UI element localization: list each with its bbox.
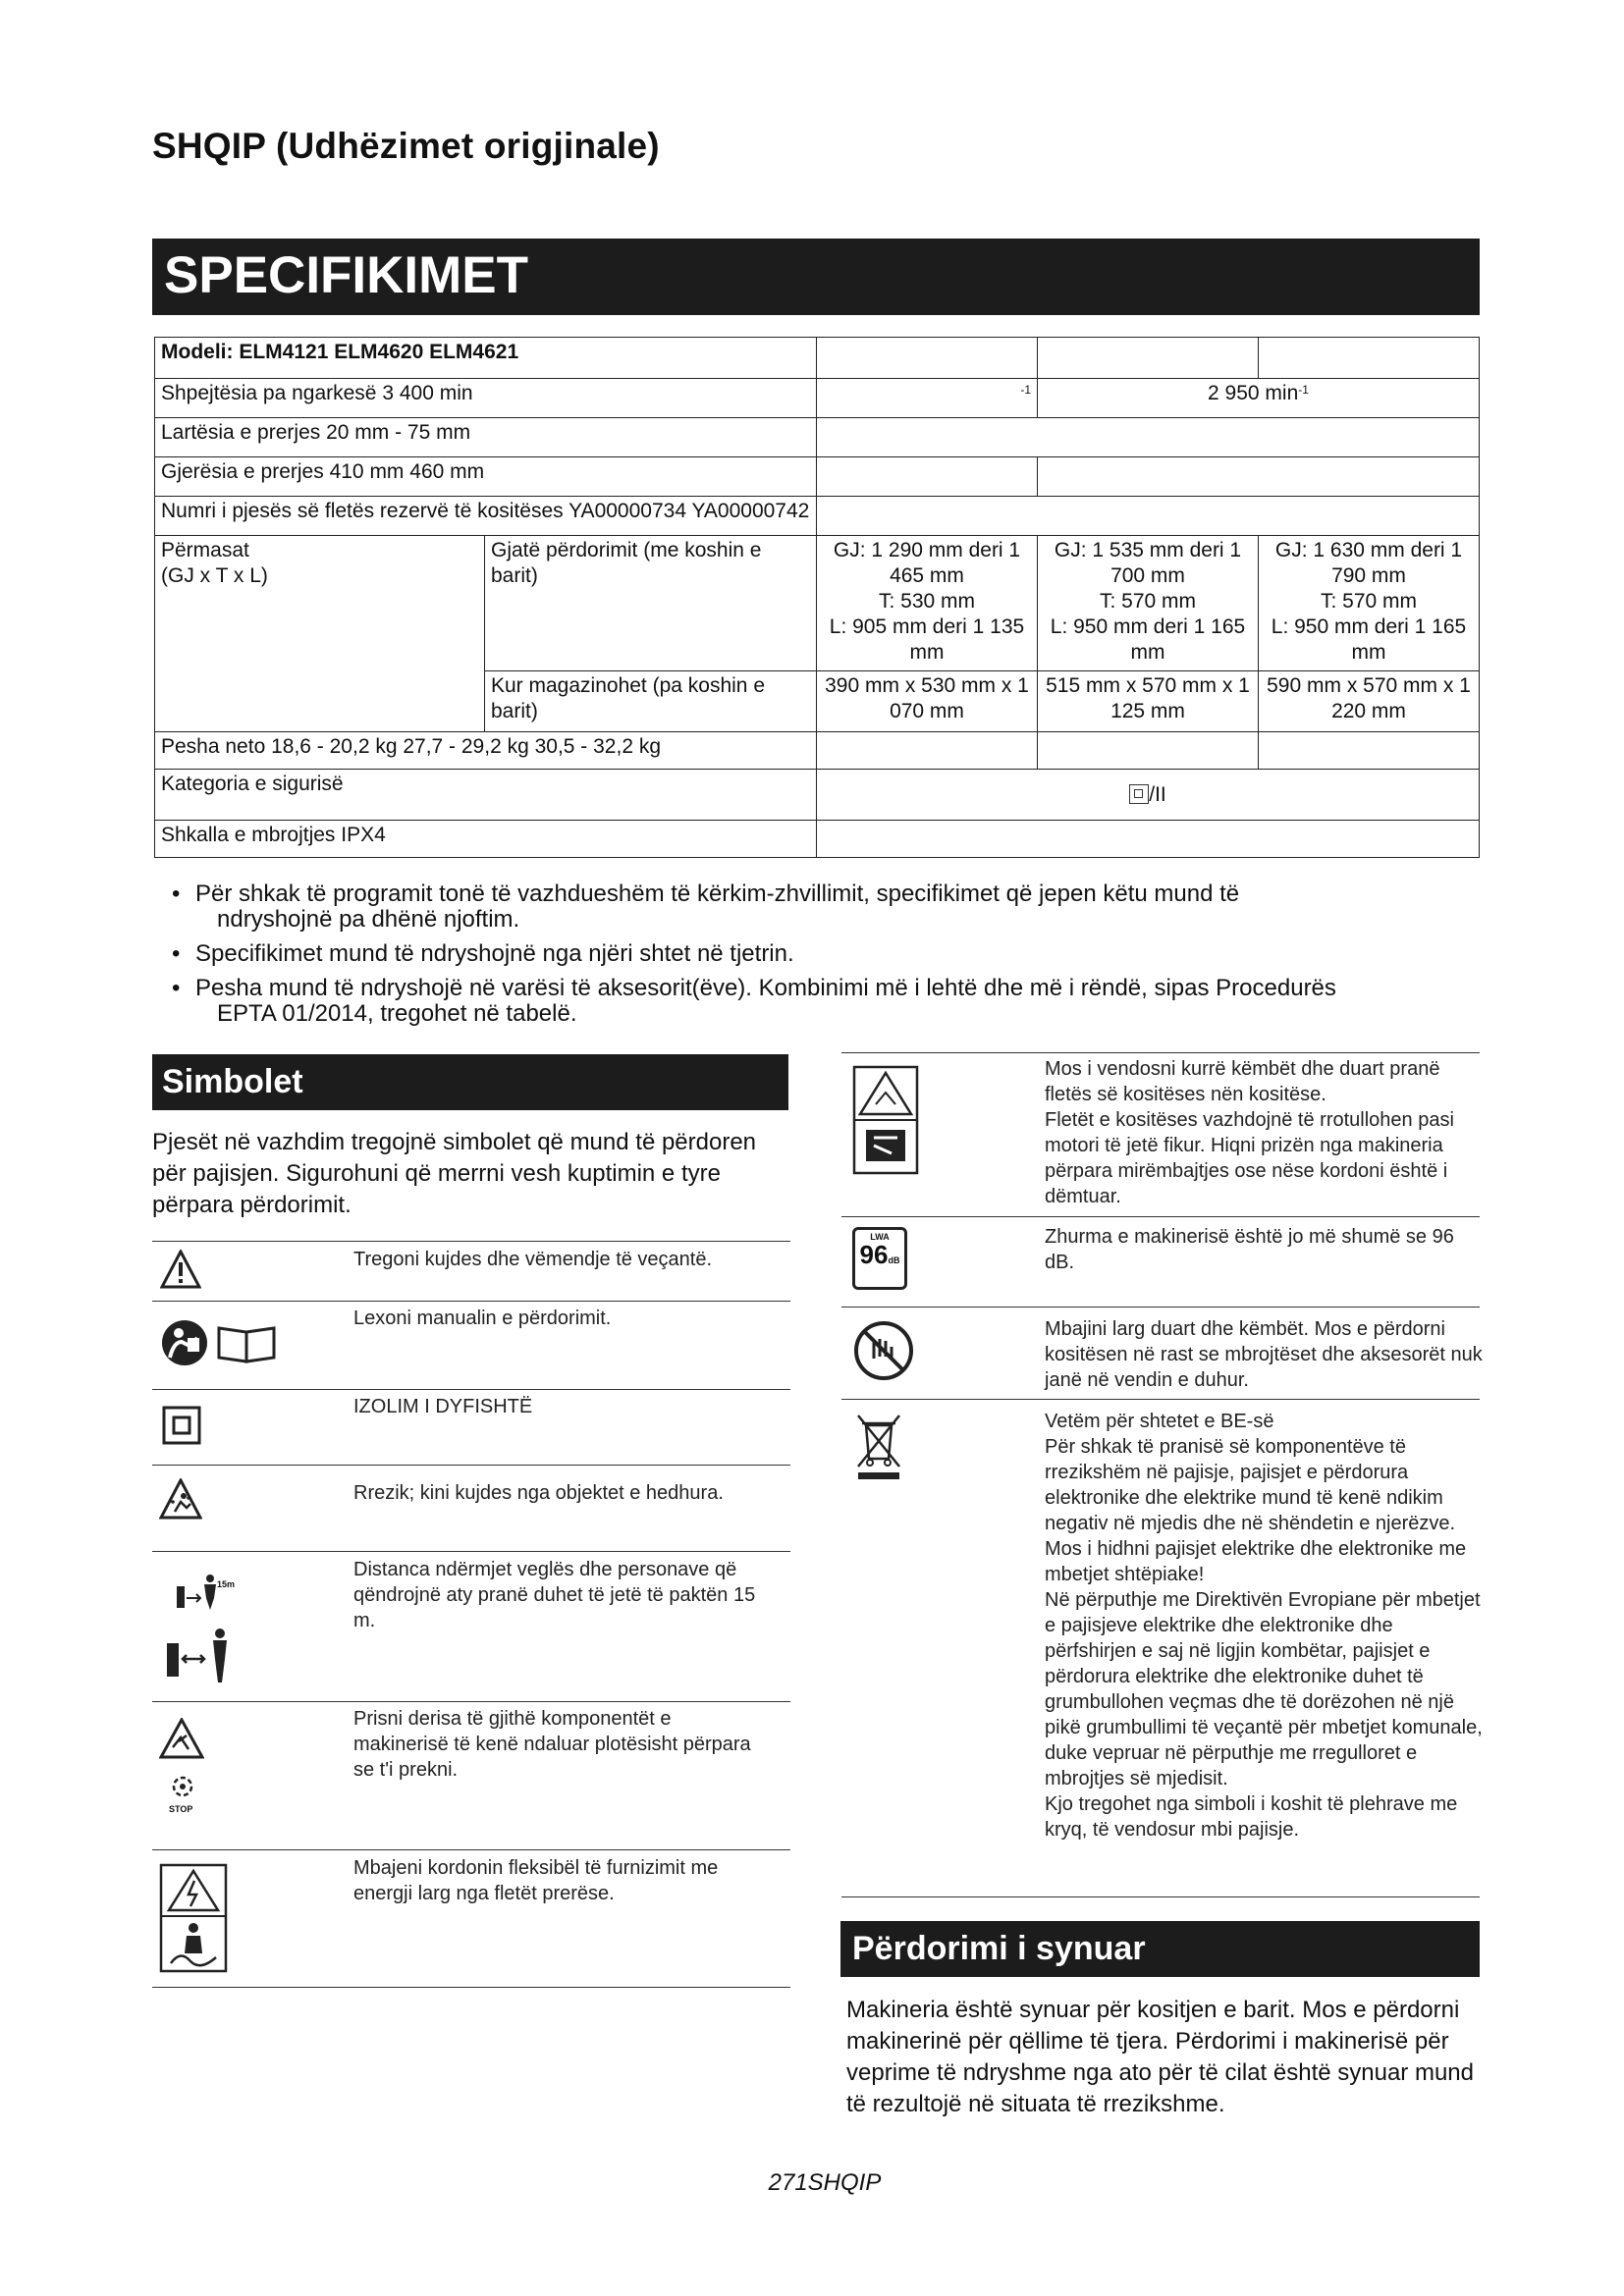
symbol-text-warning: Tregoni kujdes dhe vëmendje të veçantë. <box>353 1249 713 1270</box>
read-manual-icon <box>160 1318 280 1367</box>
safe-distance-label: 15m <box>217 1579 236 1589</box>
blade-hand-icon <box>852 1065 919 1175</box>
spec-models: Modeli: ELM4121 ELM4620 ELM4621 <box>155 338 817 379</box>
symbol-text-keep-away: Mbajini larg duart dhe këmbët. Mos e përdorni kositësen në rast se mbrojtëset dhe aksesorët nuk janë në vendin e duhur. <box>1045 1318 1483 1391</box>
spec-safety-value: /II <box>817 770 1480 821</box>
intended-use-heading: Përdorimi i synuar <box>840 1921 1480 1977</box>
spec-speed-label: Shpejtësia pa ngarkesë 3 400 min <box>155 379 817 418</box>
symbols-heading: Simbolet <box>152 1054 788 1110</box>
symbol-text-safe-distance: Distanca ndërmjet veglës dhe personave që qëndrojnë aty pranë duhet të jetë të paktën 15 m. <box>353 1559 756 1631</box>
symbol-text-weee: Vetëm për shtetet e BE-së Për shkak të pranisë së komponentëve të rrezikshëm në pajisje, pajisjet e përdorura elektronike dhe elektrike mund të kenë ndikim negativ në mjedis dhe në shëndetin e njerëzve. Mos i hidhni pajisjet elektrike dhe elektronike me mbetjet shtëpiake! Në përputhje me Direktivën Evropiane për mbetjet e pajisjeve elektrike dhe elektronike dhe përfshirjen e saj në ligjin kombëtar, pajisjet e përdorura elektrike dhe elektronike duhet të grumbullohen veçmas dhe të dorëzohen në një pikë grumbullimi të veçantë për mbetjet komunale, duke vepruar në përputhje me rregulloret e mbrojtjes së mjedisit. Kjo tregohet nga simboli i koshit të plehrave me kryq, të vendosur mbi pajisje. <box>1045 1411 1483 1841</box>
page-language-title: SHQIP (Udhëzimet origjinale) <box>152 126 660 166</box>
spec-weight: Pesha neto 18,6 - 20,2 kg 27,7 - 29,2 kg 30,5 - 32,2 kg <box>155 732 817 770</box>
symbol-text-wait-stop: Prisni derisa të gjithë komponentët e makinerisë të kenë ndaluar plotësisht përpara se t'i prekni. <box>353 1708 751 1781</box>
intended-use-text: Makineria është synuar për kositjen e barit. Mos e përdorni makinerinë për qëllime të tjera. Përdorimi i makinerisë për veprime të ndryshme nga ato për të cilat është synuar mund të rezultojë në situata të rrezikshme. <box>846 1997 1474 2117</box>
note-item: • Pesha mund të ndryshojë në varësi të aksesorit(ëve). Kombinimi më i lehtë dhe më i rëndë, sipas Procedurës EPTA 01/2014, tregohet në tabelë. <box>172 975 1336 1027</box>
spec-dims-use-2: GJ: 1 535 mm deri 1 700 mm T: 570 mm L: 950 mm deri 1 165 mm <box>1038 536 1259 671</box>
symbol-text-double-insulation: IZOLIM I DYFISHTË <box>353 1396 533 1417</box>
spec-part-number: Numri i pjesës së fletës rezervë të kositëses YA00000734 YA00000742 <box>155 497 817 536</box>
noise-level-icon: LWA 96dB <box>852 1227 907 1290</box>
warning-triangle-icon <box>160 1250 201 1289</box>
spec-dims-store-3: 590 mm x 570 mm x 1 220 mm <box>1259 671 1480 732</box>
spec-speed-sup: -1 <box>817 379 1038 418</box>
note-item: • Specifikimet mund të ndryshojnë nga njëri shtet në tjetrin. <box>172 940 794 967</box>
spec-cut-width: Gjerësia e prerjes 410 mm 460 mm <box>155 457 817 497</box>
spec-notes <box>152 881 1488 1036</box>
spec-safety-label: Kategoria e sigurisë <box>155 770 817 821</box>
keep-hands-feet-away-icon <box>852 1319 915 1382</box>
symbols-intro: Pjesët në vazhdim tregojnë simbolet që mund të përdoren për pajisjen. Sigurohuni që merrni vesh kuptimin e tyre përpara përdorimit. <box>152 1129 757 1218</box>
spec-dims-use-1: GJ: 1 290 mm deri 1 465 mm T: 530 mm L: 905 mm deri 1 135 mm <box>817 536 1038 671</box>
spec-dims-use-3: GJ: 1 630 mm deri 1 790 mm T: 570 mm L: 950 mm deri 1 165 mm <box>1259 536 1480 671</box>
note-item: • Për shkak të programit tonë të vazhdueshëm të kërkim-zhvillimit, specifikimet që jepen këtu mund të ndryshojnë pa dhënë njoftim. <box>172 881 1240 933</box>
wait-stop-icon <box>169 1773 196 1800</box>
stop-label: STOP <box>169 1804 193 1814</box>
spec-speed-value: 2 950 $\min^{-1}$ <box>1038 379 1480 418</box>
thrown-objects-icon <box>159 1478 202 1520</box>
symbol-text-noise: Zhurma e makinerisë është jo më shumë se 96 dB. <box>1045 1226 1454 1273</box>
symbol-text-cord-away: Mbajeni kordonin fleksibël të furnizimit me energji larg nga fletët prerëse. <box>353 1857 719 1904</box>
symbol-text-thrown-objects: Rrezik; kini kujdes nga objektet e hedhura. <box>353 1482 724 1504</box>
specifications-heading: SPECIFIKIMET <box>152 239 1480 315</box>
double-insulation-icon <box>1129 784 1149 804</box>
symbol-text-blade-hand: Mos i vendosni kurrë këmbët dhe duart pranë fletës së kositëses nën kositëse. Fletët e kositëses vazhdojnë të rrotullohen pasi motori të jetë fikur. Hiqni prizën nga makineria përpara mirëmbajtjes ose nëse kordoni është i dëmtuar. <box>1045 1058 1454 1207</box>
cord-away-icon <box>159 1863 228 1973</box>
weee-bin-icon <box>854 1414 903 1480</box>
spec-protection: Shkalla e mbrojtjes IPX4 <box>155 821 817 858</box>
page-number: 271SHQIP <box>768 2169 882 2196</box>
spec-cut-height: Lartësia e prerjes 20 mm - 75 mm <box>155 418 817 457</box>
rotating-blade-warning-icon <box>159 1718 204 1759</box>
spec-dims-store-1: 390 mm x 530 mm x 1 070 mm <box>817 671 1038 732</box>
spec-dims-store-label: Kur magazinohet (pa koshin e barit) <box>485 671 817 732</box>
spec-dims-use-label: Gjatë përdorimit (me koshin e barit) <box>485 536 817 671</box>
specifications-table <box>154 337 1480 858</box>
spec-dims-store-2: 515 mm x 570 mm x 1 125 mm <box>1038 671 1259 732</box>
spec-dimensions-label: Përmasat (GJ x T x L) <box>155 536 485 732</box>
symbol-text-read-manual: Lexoni manualin e përdorimit. <box>353 1308 612 1329</box>
double-insulation-icon <box>162 1406 201 1445</box>
